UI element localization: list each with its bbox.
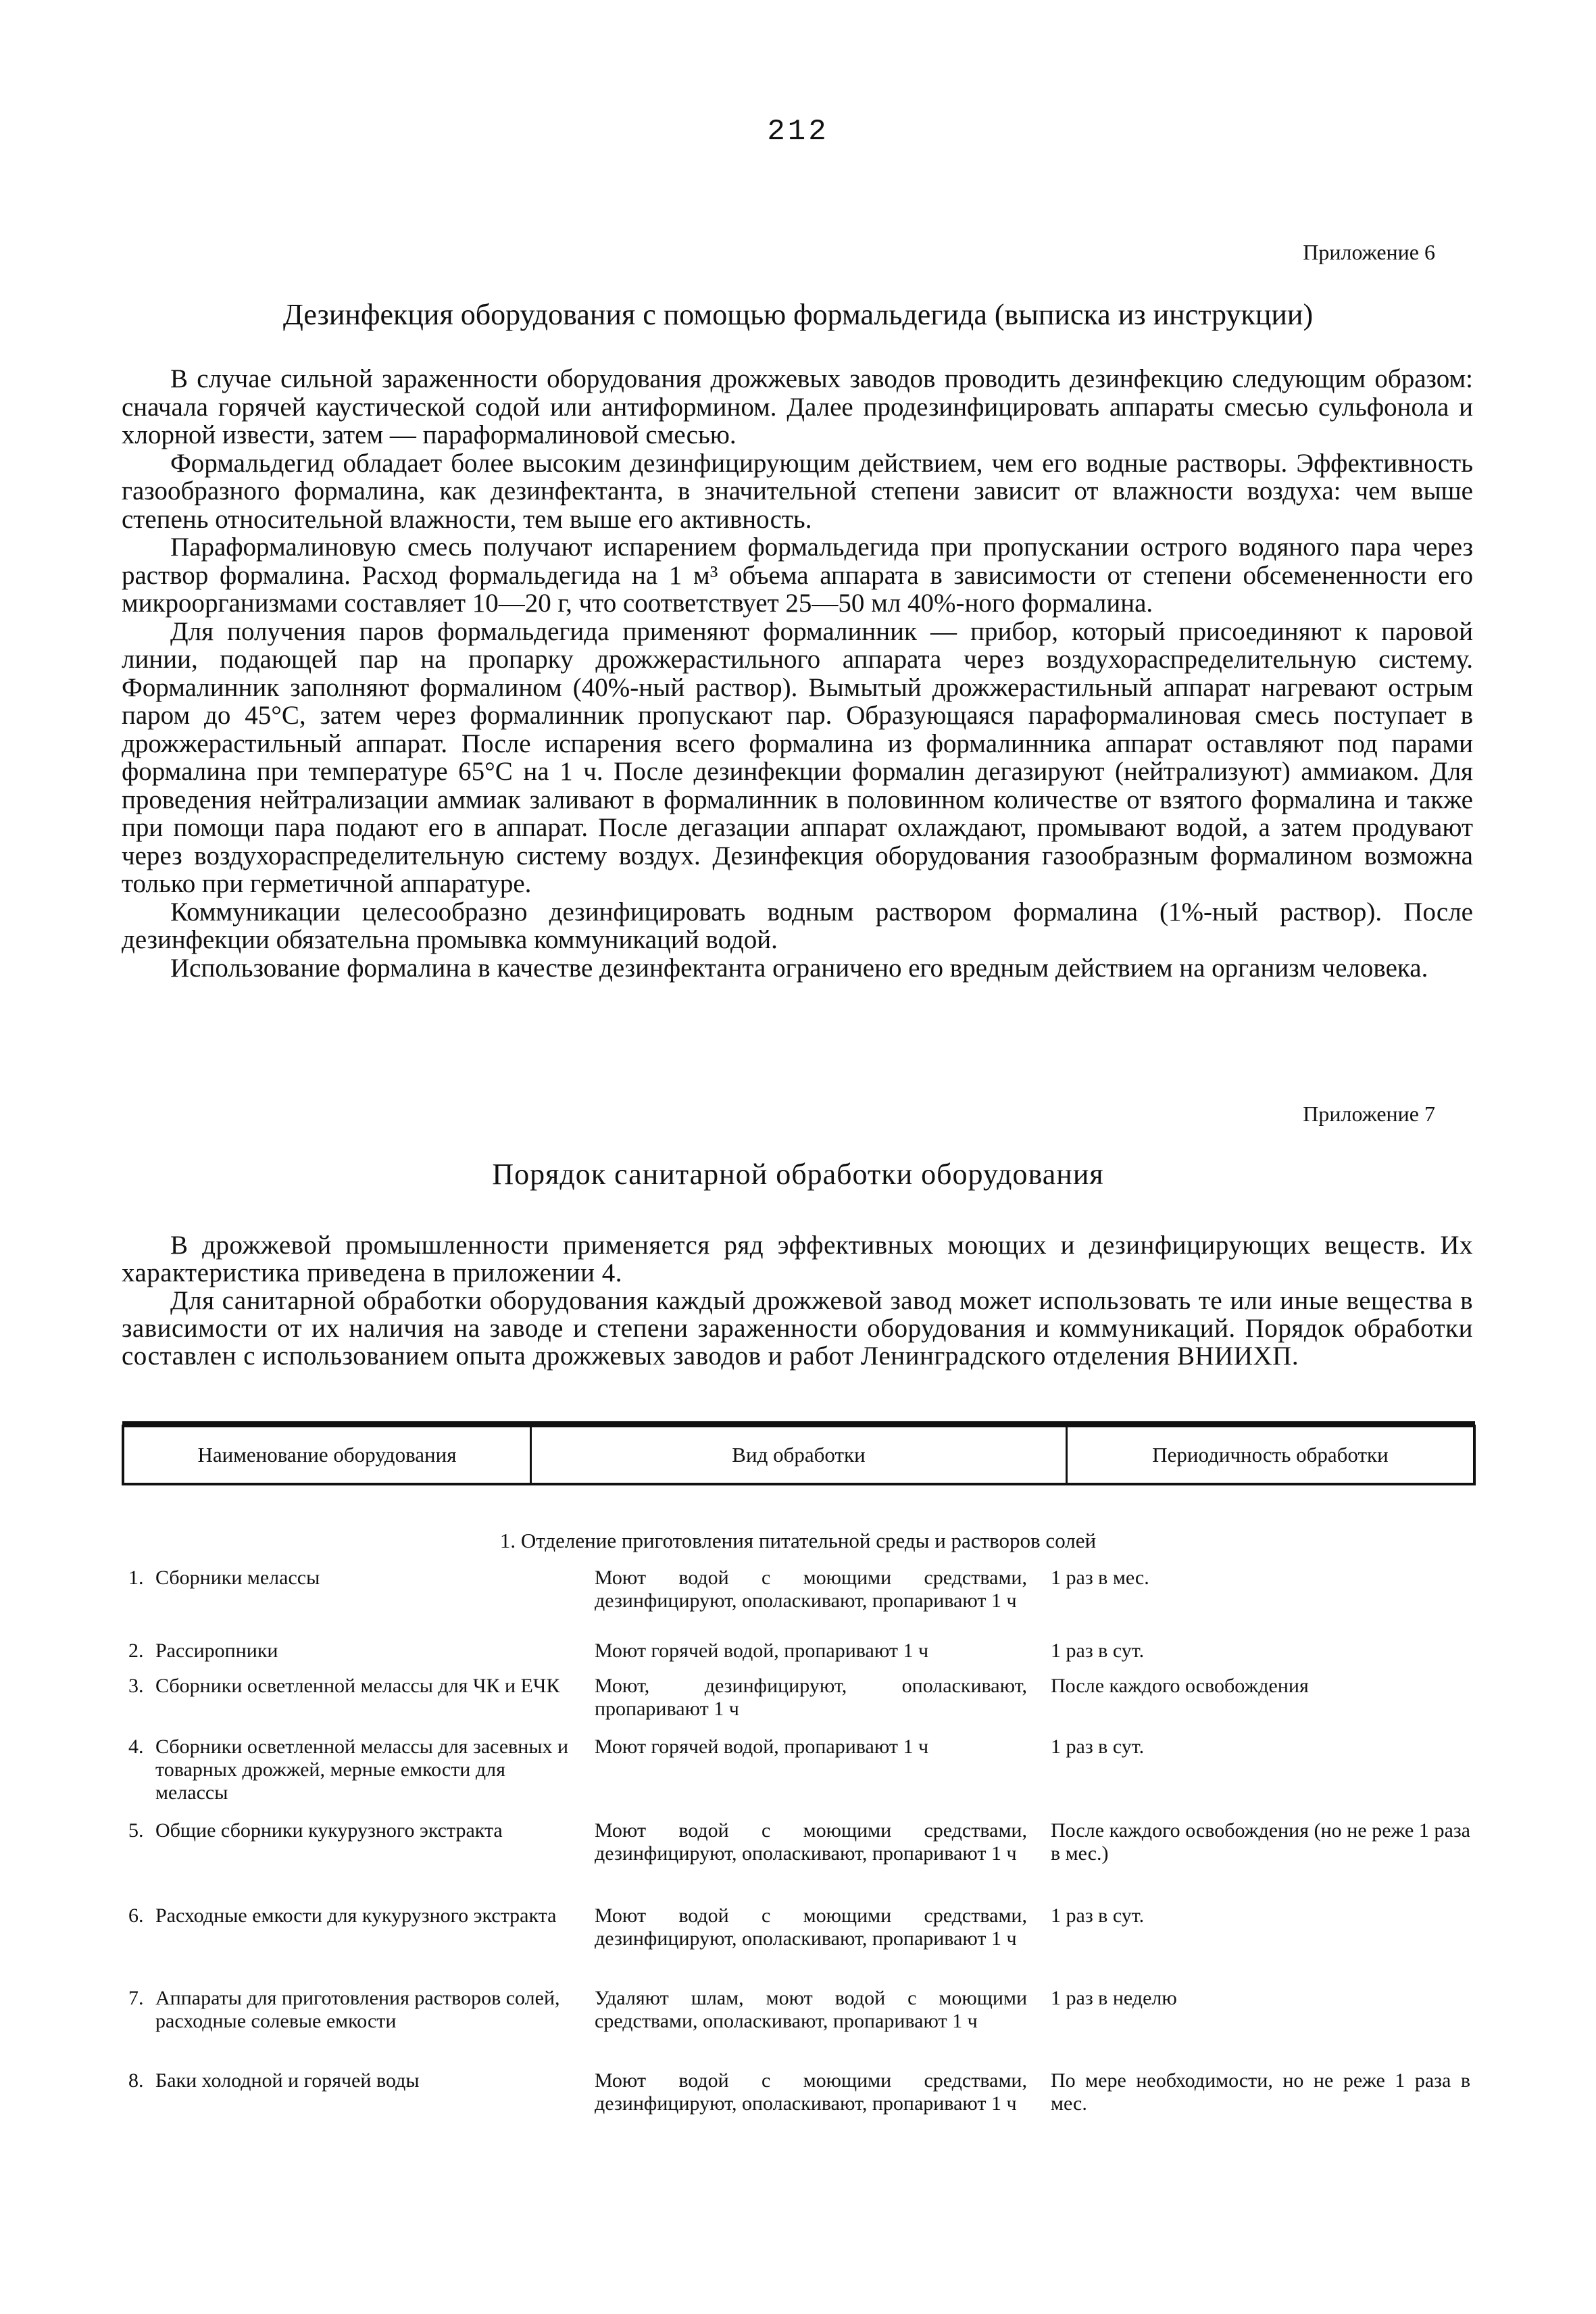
table-row	[128, 1736, 1470, 1819]
paragraph: Использование формалина в качестве дезинфектанта ограничено его вредным действием на организм человека.	[170, 953, 1428, 983]
row-number: 7.	[128, 1987, 144, 2009]
row-number: 6.	[128, 1904, 144, 1927]
table-row	[128, 1819, 1470, 1904]
appendix-6-title: Дезинфекция оборудования с помощью формальдегида (выписка из инструкции)	[282, 298, 1314, 331]
treatment-type: Моют водой с моющими средствами, дезинфицируют, ополаскивают, пропаривают 1 ч	[595, 2069, 1027, 2115]
table-row	[128, 1567, 1470, 1640]
table-row	[128, 1640, 1470, 1675]
treatment-frequency: По мере необходимости, но не реже 1 раза в мес.	[1051, 2069, 1470, 2115]
paragraph: Формальдегид обладает более высоким дезинфицирующим действием, чем его водные растворы. Эффективность газообразного формалина, как дезинфектанта, в значительной степени зависит от влажности воздуха: чем выше степень относительной влажности, тем выше его активность.	[122, 448, 1473, 534]
appendix-6-body	[122, 365, 1473, 982]
column-header-type: Вид обработки	[532, 1427, 1068, 1483]
equipment-name: Аппараты для приготовления растворов солей, расходные солевые емкости	[155, 1987, 560, 2032]
treatment-frequency: После каждого освобождения	[1051, 1675, 1309, 1697]
row-number: 1.	[128, 1567, 144, 1589]
row-number: 3.	[128, 1675, 144, 1697]
paragraph: В дрожжевой промышленности применяется ряд эффективных моющих и дезинфицирующих веществ. Их характеристика приведена в приложении 4.	[122, 1231, 1473, 1287]
page-number: 212	[767, 115, 829, 149]
paragraph: Параформалиновую смесь получают испарением формальдегида при пропускании острого водяного пара через раствор формалина. Расход формальдегида на 1 м³ объема аппарата в зависимости от степени обсемененности его микроорганизмами составляет 10—20 г, что соответствует 25—50 мл 40%-ного формалина.	[122, 533, 1473, 618]
equipment-name: Рассиропники	[155, 1640, 278, 1662]
equipment-name: Баки холодной и горячей воды	[155, 2069, 420, 2092]
table-row	[128, 1675, 1470, 1736]
treatment-frequency: 1 раз в мес.	[1051, 1567, 1149, 1589]
treatment-type: Моют горячей водой, пропаривают 1 ч	[595, 1736, 929, 1758]
treatment-frequency: 1 раз в сут.	[1051, 1736, 1145, 1758]
row-number: 2.	[128, 1640, 144, 1662]
appendix-6-label: Приложение 6	[1303, 240, 1435, 264]
table-row	[128, 2069, 1470, 2144]
paragraph: Коммуникации целесообразно дезинфицировать водным раствором формалина (1%-ный раствор). После дезинфекции обязательна промывка коммуникаций водой.	[122, 897, 1473, 954]
paragraph: В случае сильной зараженности оборудования дрожжевых заводов проводить дезинфекцию следующим образом: сначала горячей каустической содой или антиформином. Далее продезинфицировать аппараты смесью сульфонола и хлорной извести, затем — параформалиновой смесью.	[122, 364, 1473, 449]
treatment-type: Моют водой с моющими средствами, дезинфицируют, ополаскивают, пропаривают 1 ч	[595, 1904, 1027, 1950]
appendix-7-title: Порядок санитарной обработки оборудования	[492, 1158, 1104, 1191]
treatment-type: Удаляют шлам, моют водой с моющими средствами, ополаскивают, пропаривают 1 ч	[595, 1987, 1027, 2032]
treatment-type: Моют, дезинфицируют, ополаскивают, пропаривают 1 ч	[595, 1675, 1027, 1720]
equipment-name: Сборники мелассы	[155, 1567, 320, 1589]
equipment-name: Общие сборники кукурузного экстракта	[155, 1819, 503, 1842]
appendix-7-body	[122, 1231, 1473, 1370]
equipment-name: Расходные емкости для кукурузного экстракта	[155, 1904, 557, 1927]
table-section-title: 1. Отделение приготовления питательной среды и растворов солей	[499, 1529, 1097, 1552]
paragraph: Для получения паров формальдегида применяют формалинник — прибор, который присоединяют к паровой линии, подающей пар на пропарку дрожжерастильного аппарата через воздухораспределительную систему. Формалинник заполняют формалином (40%-ный раствор). Вымытый дрожжерастильный аппарат нагревают острым паром до 45°С, затем через формалинник пропускают пар. Образующаяся параформалиновая смесь поступает в дрожжерастильный аппарат. После испарения всего формалина из формалинника аппарат оставляют под парами формалина при температуре 65°С на 1 ч. После дезинфекции формалин дегазируют (нейтрализуют) аммиаком. Для проведения нейтрализации аммиак заливают в формалинник в половинном количестве от взятого формалина и также при помощи пара подают его в аппарат. После дегазации аппарат охлаждают, промывают водой, а затем продувают через воздухораспределительную систему воздух. Дезинфекция оборудования газообразным формалином возможна только при герметичной аппаратуре.	[122, 616, 1473, 898]
treatment-frequency: 1 раз в сут.	[1051, 1904, 1145, 1927]
treatment-frequency: После каждого освобождения (но не реже 1 раза в мес.)	[1051, 1819, 1470, 1865]
column-header-name: Наименование оборудования	[124, 1427, 532, 1483]
treatment-type: Моют водой с моющими средствами, дезинфицируют, ополаскивают, пропаривают 1 ч	[595, 1819, 1027, 1865]
equipment-name: Сборники осветленной мелассы для ЧК и ЕЧК	[155, 1675, 560, 1697]
treatment-type: Моют горячей водой, пропаривают 1 ч	[595, 1640, 929, 1662]
row-number: 5.	[128, 1819, 144, 1842]
column-header-frequency: Периодичность обработки	[1152, 1443, 1389, 1467]
table-header	[122, 1425, 1476, 1485]
equipment-name: Сборники осветленной мелассы для засевных и товарных дрожжей, мерные емкости для мелассы	[155, 1736, 569, 1804]
row-number: 4.	[128, 1736, 144, 1758]
treatment-frequency: 1 раз в неделю	[1051, 1987, 1177, 2009]
table-row	[128, 1987, 1470, 2069]
appendix-7-label: Приложение 7	[1303, 1102, 1435, 1126]
paragraph: Для санитарной обработки оборудования каждый дрожжевой завод может использовать те или иные вещества в зависимости от их наличия на заводе и степени зараженности оборудования и коммуникаций. Порядок обработки составлен с использованием опыта дрожжевых заводов и работ Ленинградского отделения ВНИИХП.	[122, 1286, 1473, 1371]
treatment-type: Моют водой с моющими средствами, дезинфицируют, ополаскивают, пропаривают 1 ч	[595, 1567, 1027, 1612]
treatment-frequency: 1 раз в сут.	[1051, 1640, 1145, 1662]
table-row	[128, 1904, 1470, 1987]
table-body	[128, 1567, 1470, 2144]
row-number: 8.	[128, 2069, 144, 2092]
